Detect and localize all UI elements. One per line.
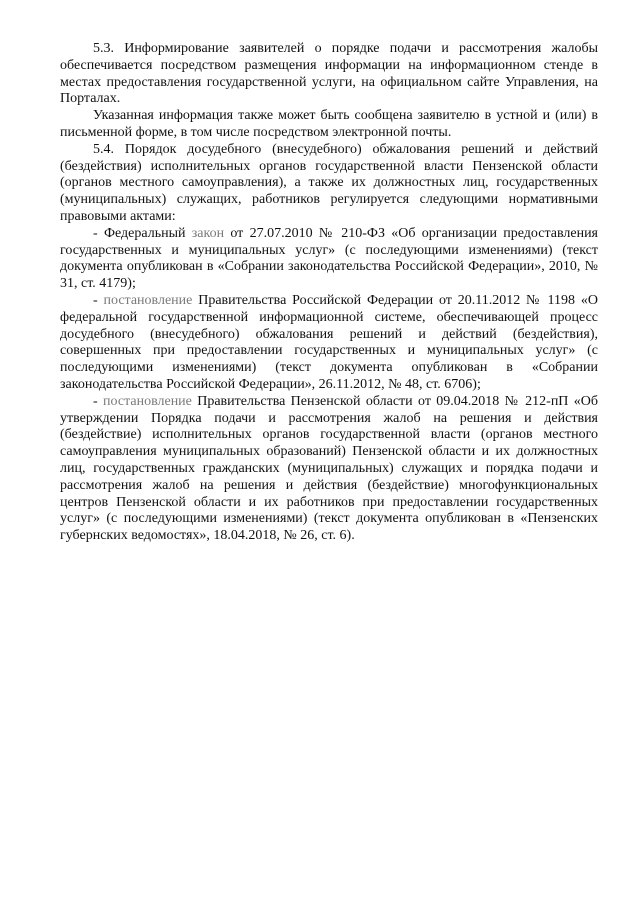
document-page [60, 41, 598, 545]
list-item-text: от 27.07.2010 № 210-ФЗ «Об организации предоставления государственных и муниципальных услуг» (с последующими изменениями) (текст документа опубликован в «Собрании законодательства Российской Федерации», 2010, № 31, ст. 4179); [60, 225, 598, 292]
law-link[interactable]: закон [191, 225, 225, 241]
list-item-prefix: - [93, 292, 104, 308]
paragraph-info-channels: Указанная информация также может быть сообщена заявителю в устной и (или) в письменной форме, в том числе посредством электронной почты. [60, 108, 598, 140]
list-item-penza-resolution [60, 394, 598, 545]
list-item-prefix: - Федеральный [93, 225, 192, 241]
list-item-federal-law [60, 226, 598, 293]
list-item-rf-resolution [60, 293, 598, 394]
resolution-link[interactable]: постановление [103, 292, 193, 308]
paragraph-5-4: 5.4. Порядок досудебного (внесудебного) обжалования решений и действий (бездействия) исполнительных органов государственной власти Пензенской области (органов местного самоуправления), а также их должностных лиц, государственных (муниципальных) служащих, работников регулируется следующими нормативными правовыми актами: [60, 141, 598, 224]
list-item-text: Правительства Российской Федерации от 20.11.2012 № 1198 «О федеральной государственной информационной системе, обеспечивающей процесс досудебного (внесудебного) обжалования решений и действий (бездействия), совершенных при предоставлении государственных и муниципальных услуг» (с последующими изменениями) (текст документа опубликован в «Собрании законодательства Российской Федерации», 26.11.2012, № 48, ст. 6706); [60, 292, 598, 392]
paragraph-5-3: 5.3. Информирование заявителей о порядке подачи и рассмотрения жалобы обеспечивается посредством размещения информации на информационном стенде в местах предоставления государственной услуги, на официальном сайте Управления, на Порталах. [60, 41, 598, 107]
resolution-link[interactable]: постановление [103, 393, 192, 409]
list-item-text: Правительства Пензенской области от 09.04.2018 № 212-пП «Об утверждении Порядка подачи и рассмотрения жалоб на решения и действия (бездействие) исполнительных органов государственной власти (органов местного самоуправления муниципальных образований) Пензенской области и их должностных лиц, государственных гражданских (муниципальных) служащих и порядка подачи и рассмотрения жалоб на решения и действия (бездействие) многофункциональных центров Пензенской области и их работников при предоставлении государственных услуг» (с последующими изменениями) (текст документа опубликован в «Пензенских губернских ведомостях», 18.04.2018, № 26, ст. 6). [60, 393, 598, 544]
list-item-prefix: - [93, 393, 104, 409]
